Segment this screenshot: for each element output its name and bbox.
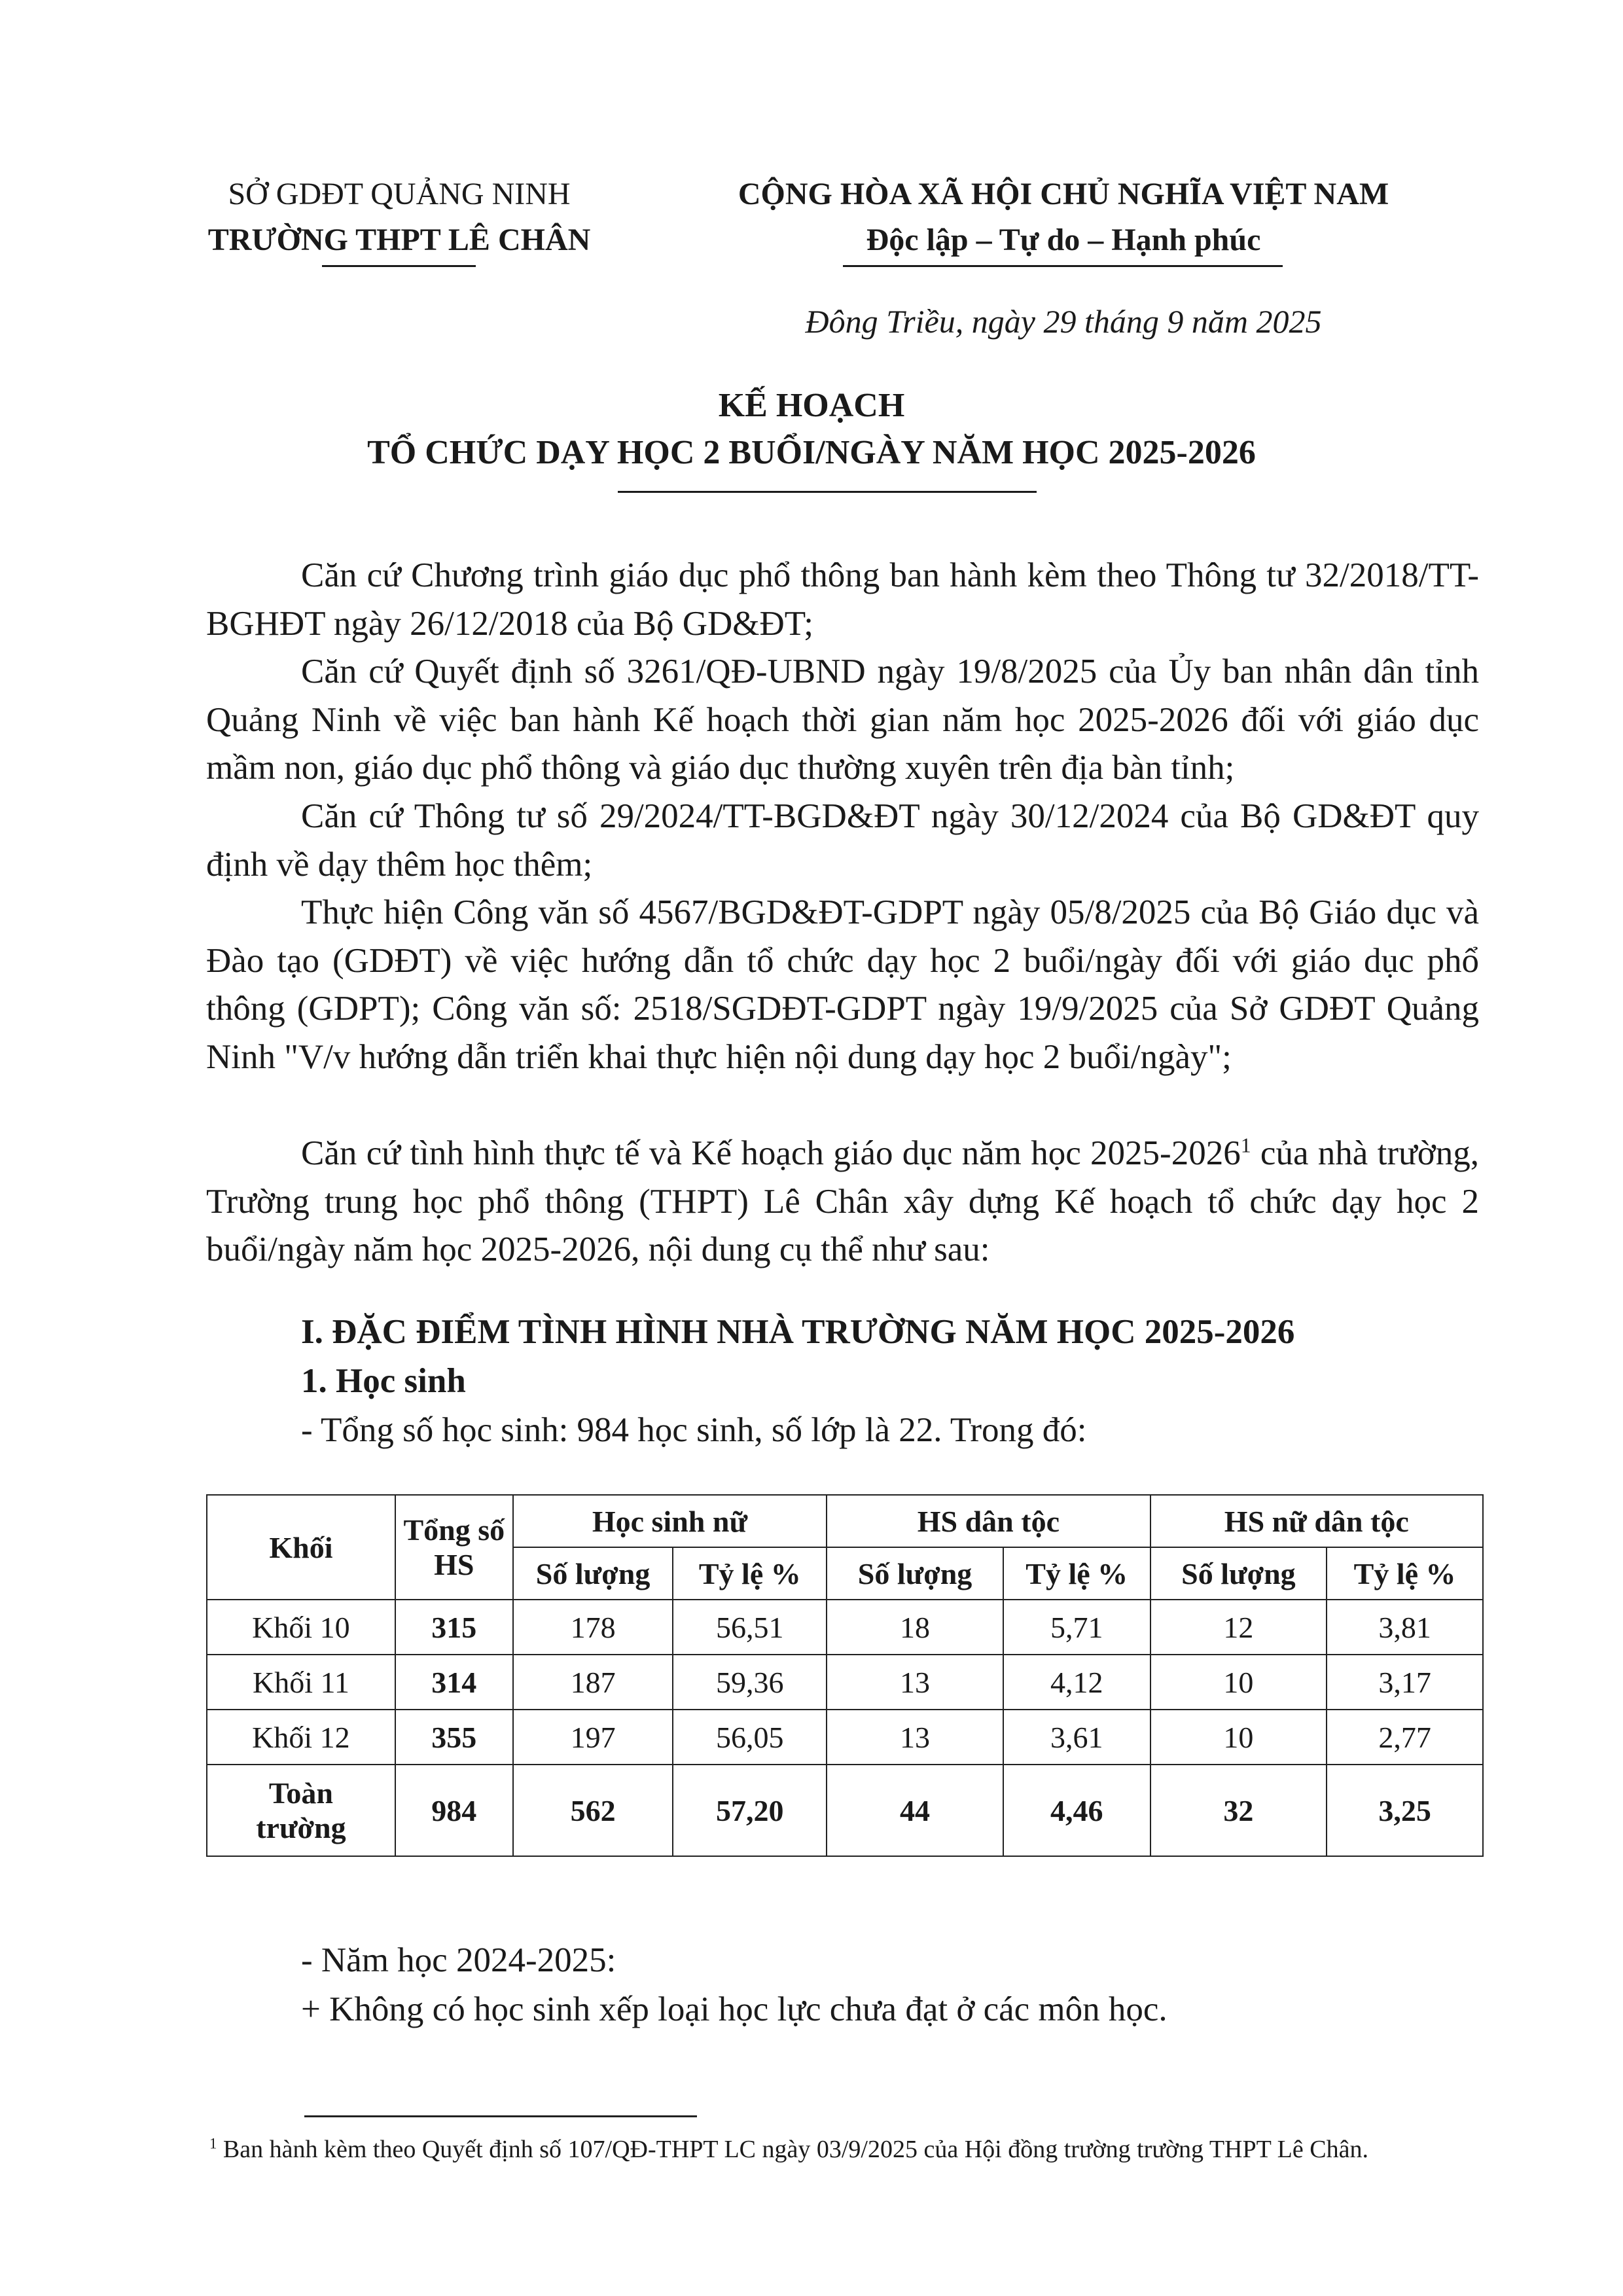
school-name-underline [322,265,476,267]
footnote-separator [304,2115,697,2117]
cell-nudt-sl: 10 [1150,1655,1327,1710]
cell-nudt-sl: 32 [1150,1765,1327,1856]
document-title: KẾ HOẠCH [718,387,905,424]
cell-nu-tl: 57,20 [673,1765,827,1856]
cell-tong: 314 [395,1655,513,1710]
cell-khoi: Khối 10 [207,1600,395,1655]
agency-name: SỞ GDĐT QUẢNG NINH [228,177,571,211]
cell-nu-sl: 187 [513,1655,673,1710]
footnote [209,2135,1368,2164]
footnote-reference: 1 [1240,1134,1251,1157]
footnote-text: Ban hành kèm theo Quyết định số 107/QĐ-THPT LC ngày 03/9/2025 của Hội đồng trường trường THPT Lê Chân. [217,2136,1368,2163]
date-line: Đông Triều, ngày 29 tháng 9 năm 2025 [805,303,1322,340]
table-row [207,1600,1483,1655]
header-tong-so-hs: Tổng số HS [395,1495,513,1600]
subheader-so-luong: Số lượng [513,1547,673,1600]
cell-dt-tl: 5,71 [1003,1600,1150,1655]
cell-nu-sl: 197 [513,1710,673,1765]
footnote-marker: 1 [209,2135,217,2152]
national-title: CỘNG HÒA XÃ HỘI CHỦ NGHĨA VIỆT NAM [738,177,1389,211]
cell-dt-sl: 18 [827,1600,1003,1655]
cell-nu-tl: 56,51 [673,1600,827,1655]
table-row [207,1710,1483,1765]
cell-nu-tl: 56,05 [673,1710,827,1765]
national-motto: Độc lập – Tự do – Hạnh phúc [866,223,1261,257]
header-hs-nu-dan-toc: HS nữ dân tộc [1150,1495,1483,1547]
title-underline [618,491,1037,493]
cell-khoi: Khối 12 [207,1710,395,1765]
header-hs-dan-toc: HS dân tộc [827,1495,1150,1547]
paragraph-legal-basis-5 [206,1130,1479,1274]
student-stats-table [206,1494,1484,1857]
motto-underline [843,265,1283,267]
cell-tong: 315 [395,1600,513,1655]
cell-tong: 984 [395,1765,513,1856]
section-heading: I. ĐẶC ĐIỂM TÌNH HÌNH NHÀ TRƯỜNG NĂM HỌC 2025-2026 [301,1313,1295,1351]
cell-dt-sl: 13 [827,1710,1003,1765]
student-total-line: - Tổng số học sinh: 984 học sinh, số lớp là 22. Trong đó: [301,1411,1087,1449]
header-khoi: Khối [207,1495,395,1600]
cell-nudt-tl: 2,77 [1327,1710,1483,1765]
subheader-ty-le: Tỷ lệ % [1003,1547,1150,1600]
subsection-heading: 1. Học sinh [301,1362,466,1400]
subheader-ty-le: Tỷ lệ % [1327,1547,1483,1600]
cell-dt-sl: 13 [827,1655,1003,1710]
subheader-so-luong: Số lượng [1150,1547,1327,1600]
paragraph-legal-basis-1: Căn cứ Chương trình giáo dục phổ thông ban hành kèm theo Thông tư 32/2018/TT-BGHĐT ngày 26/12/2018 của Bộ GD&ĐT; [206,556,1479,643]
table-total-row [207,1765,1483,1856]
school-name: TRƯỜNG THPT LÊ CHÂN [207,223,591,257]
school-year-line: - Năm học 2024-2025: [301,1941,616,1979]
cell-dt-tl: 3,61 [1003,1710,1150,1765]
cell-khoi: Toàn trường [207,1765,395,1856]
cell-tong: 355 [395,1710,513,1765]
paragraph-legal-basis-3: Căn cứ Thông tư số 29/2024/TT-BGD&ĐT ngày 30/12/2024 của Bộ GD&ĐT quy định về dạy thêm học thêm; [206,797,1479,884]
table-header-row [207,1495,1483,1547]
cell-dt-tl: 4,46 [1003,1765,1150,1856]
cell-nu-tl: 59,36 [673,1655,827,1710]
paragraph-legal-basis-4: Thực hiện Công văn số 4567/BGD&ĐT-GDPT ngày 05/8/2025 của Bộ Giáo dục và Đào tạo (GDĐT) về việc hướng dẫn tổ chức dạy học 2 buổi/ngày đối với giáo dục phổ thông (GDPT); Công văn số: 2518/SGDĐT-GDPT ngày 19/9/2025 của Sở GDĐT Quảng Ninh "V/v hướng dẫn triển khai thực hiện nội dung dạy học 2 buổi/ngày"; [206,893,1479,1076]
cell-nudt-sl: 12 [1150,1600,1327,1655]
cell-nudt-tl: 3,17 [1327,1655,1483,1710]
subheader-so-luong: Số lượng [827,1547,1003,1600]
cell-nu-sl: 178 [513,1600,673,1655]
paragraph-5-text-end: của nhà trường, Trường trung học phổ thông (THPT) Lê Chân xây dựng Kế hoạch tổ chức dạy học 2 buổi/ngày năm học 2025-2026, nội dung cụ thể như sau: [206,1134,1480,1268]
paragraph-5-text-start: Căn cứ tình hình thực tế và Kế hoạch giáo dục năm học 2025-2026 [301,1134,1241,1172]
cell-dt-sl: 44 [827,1765,1003,1856]
cell-dt-tl: 4,12 [1003,1655,1150,1710]
header-hoc-sinh-nu: Học sinh nữ [513,1495,827,1547]
document-subtitle: TỔ CHỨC DẠY HỌC 2 BUỔI/NGÀY NĂM HỌC 2025-2026 [367,434,1256,471]
cell-nudt-tl: 3,81 [1327,1600,1483,1655]
cell-nudt-sl: 10 [1150,1710,1327,1765]
subheader-ty-le: Tỷ lệ % [673,1547,827,1600]
cell-nudt-tl: 3,25 [1327,1765,1483,1856]
paragraph-legal-basis-2: Căn cứ Quyết định số 3261/QĐ-UBND ngày 19/8/2025 của Ủy ban nhân dân tỉnh Quảng Ninh về việc ban hành Kế hoạch thời gian năm học 2025-2026 đối với giáo dục mầm non, giáo dục phổ thông và giáo dục thường xuyên trên địa bàn tỉnh; [206,653,1479,787]
cell-khoi: Khối 11 [207,1655,395,1710]
academic-result-line: + Không có học sinh xếp loại học lực chưa đạt ở các môn học. [301,1990,1168,2028]
cell-nu-sl: 562 [513,1765,673,1856]
table-row [207,1655,1483,1710]
